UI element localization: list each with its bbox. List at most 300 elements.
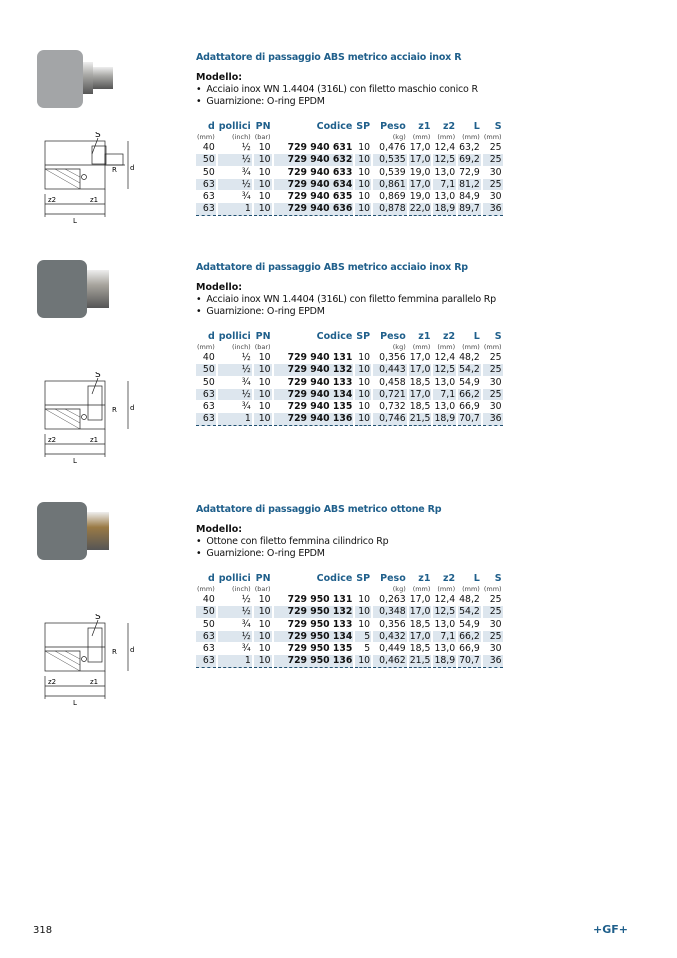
column-header: S <box>494 573 502 584</box>
cell-sp: 5 <box>355 631 371 642</box>
cell-peso: 0,356 <box>379 618 406 630</box>
label-z1: z1 <box>90 678 99 686</box>
column-unit: (mm) <box>197 585 215 593</box>
cell-sp: 10 <box>355 389 371 400</box>
cell-z2: 7,1 <box>433 631 456 642</box>
cell-pn: 10 <box>254 179 272 190</box>
cell-codice: 729 940 132 <box>274 364 354 375</box>
column-header: z1 <box>418 331 431 342</box>
dimensions-table <box>194 120 505 217</box>
cell-pn: 10 <box>254 655 272 667</box>
cell-s: 25 <box>489 594 502 605</box>
technical-drawing <box>40 132 140 227</box>
column-header: d <box>207 121 215 132</box>
cell-pn: 10 <box>258 401 271 413</box>
column-header: L <box>473 573 480 584</box>
column-header: PN <box>255 331 271 342</box>
cell-z1: 17,0 <box>409 154 431 166</box>
cell-l: 70,7 <box>459 655 480 667</box>
cell-codice: 729 950 134 <box>274 631 354 642</box>
table-row <box>196 594 503 605</box>
cell-z1: 21,5 <box>409 413 431 425</box>
cell-codice: 729 950 133 <box>287 618 353 630</box>
table-row <box>196 389 503 400</box>
cell-z2: 7,1 <box>433 389 456 400</box>
cell-d: 40 <box>202 352 215 363</box>
cell-pn: 10 <box>254 154 272 165</box>
cell-pollici: ½ <box>218 631 252 642</box>
technical-drawing <box>40 372 140 467</box>
cell-z1: 18,5 <box>409 401 431 413</box>
cell-pn: 10 <box>254 413 272 425</box>
cell-z1: 18,5 <box>409 376 431 388</box>
label-l: L <box>73 699 77 707</box>
cell-l: 69,2 <box>459 154 480 166</box>
column-header: SP <box>356 573 371 584</box>
cell-z1: 17,0 <box>409 352 431 363</box>
column-header: pollici <box>218 121 251 132</box>
label-r: R <box>112 166 117 174</box>
cell-codice: 729 950 136 <box>274 655 354 667</box>
cell-pollici: ½ <box>218 606 252 617</box>
column-header: Codice <box>316 331 353 342</box>
cell-d: 63 <box>202 191 215 203</box>
cell-peso: 0,476 <box>379 142 406 153</box>
table-row <box>196 154 503 165</box>
cell-s: 30 <box>489 191 502 203</box>
cell-d: 63 <box>196 203 216 215</box>
cell-pollici: ¾ <box>241 166 251 178</box>
cell-z1: 18,5 <box>409 618 431 630</box>
dimensions-table <box>194 330 505 427</box>
adapter-photo-icon <box>35 258 125 320</box>
spec-item: • Guarnizione: O-ring EPDM <box>196 548 388 560</box>
cell-pollici: 1 <box>218 655 252 667</box>
cell-s: 25 <box>483 179 503 190</box>
cell-sp: 5 <box>364 643 371 655</box>
column-unit: (mm) <box>483 343 502 351</box>
cell-sp: 10 <box>358 401 371 413</box>
cell-s: 36 <box>483 655 503 667</box>
cell-z2: 12,4 <box>434 594 456 605</box>
label-z1: z1 <box>90 196 99 204</box>
column-header: d <box>207 331 215 342</box>
cell-peso: 0,443 <box>373 364 407 375</box>
cell-sp: 10 <box>355 606 371 617</box>
cell-pollici: 1 <box>218 413 252 425</box>
cell-pollici: ¾ <box>241 376 251 388</box>
cell-l: 72,9 <box>459 166 480 178</box>
cell-pollici: ½ <box>241 594 251 605</box>
column-header: PN <box>255 573 271 584</box>
cell-pn: 10 <box>258 376 271 388</box>
column-unit: (mm) <box>462 133 480 141</box>
column-unit <box>355 585 371 593</box>
header-row <box>196 573 503 584</box>
cell-sp: 10 <box>355 655 371 667</box>
cell-peso: 0,732 <box>379 401 406 413</box>
cell-s: 25 <box>489 142 502 153</box>
column-unit <box>274 133 354 141</box>
column-header: PN <box>255 121 271 132</box>
table-row <box>196 643 503 654</box>
table-body <box>196 594 503 668</box>
column-unit: (mm) <box>412 133 431 141</box>
cell-d: 63 <box>196 389 216 400</box>
cell-pollici: ½ <box>218 389 252 400</box>
units-row <box>196 585 503 593</box>
label-d: d <box>130 404 135 412</box>
cell-z1: 17,0 <box>409 142 431 153</box>
table-row <box>196 413 503 425</box>
cell-pollici: ½ <box>218 364 252 375</box>
column-unit: (inch) <box>232 133 251 141</box>
column-unit: (mm) <box>412 585 431 593</box>
column-header: pollici <box>218 573 251 584</box>
table-head <box>196 573 503 593</box>
cell-s: 30 <box>489 166 502 178</box>
column-unit <box>355 133 371 141</box>
cell-pn: 10 <box>258 594 271 605</box>
cell-z2: 18,9 <box>434 655 456 667</box>
cell-codice: 729 940 634 <box>274 179 354 190</box>
label-z2: z2 <box>48 196 57 204</box>
cell-d: 50 <box>196 364 216 375</box>
cell-peso: 0,356 <box>379 352 406 363</box>
column-unit: (mm) <box>483 585 502 593</box>
cell-z2: 7,1 <box>433 179 456 190</box>
table-row <box>196 606 503 617</box>
model-label: Modello: <box>196 72 243 83</box>
cell-codice: 729 940 134 <box>274 389 354 400</box>
cell-peso: 0,458 <box>379 376 406 388</box>
table-row <box>196 203 503 215</box>
column-unit: (bar) <box>254 133 271 141</box>
cell-d: 50 <box>202 618 215 630</box>
cell-d: 63 <box>196 413 216 425</box>
cell-z2: 13,0 <box>434 618 456 630</box>
cell-sp: 10 <box>358 191 371 203</box>
cell-d: 63 <box>202 401 215 413</box>
cell-s: 30 <box>489 618 502 630</box>
cell-pollici: ¾ <box>241 643 251 655</box>
cell-z1: 19,0 <box>409 166 431 178</box>
cell-d: 50 <box>202 166 215 178</box>
column-unit: (mm) <box>462 585 480 593</box>
cell-s: 25 <box>483 364 503 375</box>
cell-codice: 729 940 636 <box>274 203 354 215</box>
cell-sp: 10 <box>355 154 371 165</box>
cell-peso: 0,721 <box>373 389 407 400</box>
label-l: L <box>73 217 77 225</box>
table-head <box>196 331 503 351</box>
product-photo <box>35 258 125 316</box>
cell-codice: 729 940 635 <box>287 191 353 203</box>
cell-pollici: ½ <box>218 179 252 190</box>
cell-sp: 10 <box>355 413 371 425</box>
cell-z2: 13,0 <box>434 376 456 388</box>
cell-sp: 10 <box>358 594 371 605</box>
units-row <box>196 133 503 141</box>
table-row <box>196 191 503 202</box>
cell-z2: 12,5 <box>434 606 456 618</box>
section-title: Adattatore di passaggio ABS metrico acciaio inox Rp <box>196 262 468 273</box>
cell-d: 50 <box>202 376 215 388</box>
cell-l: 54,9 <box>459 618 480 630</box>
cell-l: 54,2 <box>459 364 480 376</box>
column-unit: (mm) <box>197 133 215 141</box>
cell-z1: 19,0 <box>409 191 431 203</box>
column-header: L <box>473 331 480 342</box>
column-header: z1 <box>418 121 431 132</box>
cell-pollici: ½ <box>241 142 251 153</box>
adapter-photo-icon <box>35 500 125 562</box>
cell-pn: 10 <box>258 618 271 630</box>
cell-d: 40 <box>202 142 215 153</box>
table-row <box>196 377 503 388</box>
label-z1: z1 <box>90 436 99 444</box>
cell-codice: 729 950 131 <box>287 594 353 605</box>
spec-list <box>196 84 478 107</box>
label-r: R <box>112 648 117 656</box>
cross-section-icon <box>40 132 140 227</box>
cell-z1: 21,5 <box>409 655 431 667</box>
cell-z1: 17,0 <box>409 594 431 605</box>
cell-z2: 12,4 <box>434 142 456 153</box>
header-row <box>196 331 503 342</box>
column-unit: (bar) <box>254 585 271 593</box>
page-number: 318 <box>33 925 53 936</box>
label-z2: z2 <box>48 678 57 686</box>
product-section <box>0 504 677 734</box>
cell-s: 30 <box>489 401 502 413</box>
table-row <box>196 167 503 178</box>
spec-list <box>196 294 496 317</box>
spec-item: • Guarnizione: O-ring EPDM <box>196 96 478 108</box>
cell-codice: 729 940 633 <box>287 166 353 178</box>
cell-z2: 18,9 <box>434 413 456 425</box>
column-header: Peso <box>380 331 406 342</box>
cell-z2: 13,0 <box>434 643 456 655</box>
cell-codice: 729 940 632 <box>274 154 354 165</box>
label-s: S <box>95 132 101 140</box>
cell-pn: 10 <box>258 166 271 178</box>
column-header: SP <box>356 331 371 342</box>
cell-d: 63 <box>196 179 216 190</box>
cell-peso: 0,462 <box>373 655 407 667</box>
column-unit: (kg) <box>392 343 406 351</box>
cell-l: 63,2 <box>459 142 480 153</box>
column-unit <box>355 343 371 351</box>
cell-sp: 10 <box>355 179 371 190</box>
cell-pn: 10 <box>258 142 271 153</box>
column-unit: (mm) <box>462 343 480 351</box>
column-header: L <box>473 121 480 132</box>
cell-peso: 0,535 <box>373 154 407 165</box>
table-row <box>196 352 503 363</box>
column-unit <box>274 585 354 593</box>
column-unit: (mm) <box>483 133 502 141</box>
product-photo <box>35 48 125 106</box>
cell-pn: 10 <box>258 352 271 363</box>
cross-section-icon <box>40 614 140 709</box>
cell-sp: 10 <box>355 364 371 375</box>
cell-pn: 10 <box>254 203 272 215</box>
section-title: Adattatore di passaggio ABS metrico acciaio inox R <box>196 52 462 63</box>
column-header: pollici <box>218 331 251 342</box>
product-section <box>0 262 677 492</box>
cell-s: 30 <box>489 376 502 388</box>
label-d: d <box>130 646 135 654</box>
cell-z2: 13,0 <box>434 166 456 178</box>
cell-l: 66,2 <box>459 388 480 400</box>
cell-l: 54,9 <box>459 376 480 388</box>
table-body <box>196 142 503 216</box>
cell-s: 25 <box>483 606 503 617</box>
column-unit: (mm) <box>437 343 456 351</box>
cell-codice: 729 940 131 <box>287 352 353 363</box>
cell-codice: 729 940 136 <box>274 413 354 425</box>
spec-item: • Acciaio inox WN 1.4404 (316L) con filetto femmina parallelo Rp <box>196 294 496 306</box>
table-body <box>196 352 503 426</box>
header-row <box>196 121 503 132</box>
cell-l: 84,9 <box>459 191 480 203</box>
cell-codice: 729 950 132 <box>274 606 354 617</box>
label-l: L <box>73 457 77 465</box>
column-unit: (mm) <box>437 585 456 593</box>
cell-sp: 10 <box>355 203 371 215</box>
column-unit: (kg) <box>392 133 406 141</box>
cell-d: 63 <box>196 655 216 667</box>
cell-z1: 17,0 <box>409 606 431 618</box>
cell-l: 48,2 <box>459 594 480 605</box>
cell-pollici: ½ <box>218 154 252 165</box>
cell-peso: 0,449 <box>379 643 406 655</box>
cell-l: 66,9 <box>459 643 480 655</box>
cell-sp: 10 <box>358 352 371 363</box>
cell-s: 36 <box>483 203 503 215</box>
cell-z1: 17,0 <box>409 388 431 400</box>
column-header: Peso <box>380 121 406 132</box>
column-header: S <box>494 331 502 342</box>
cell-codice: 729 950 135 <box>287 643 353 655</box>
cell-pn: 10 <box>258 643 271 655</box>
column-header: S <box>494 121 502 132</box>
cell-sp: 10 <box>358 142 371 153</box>
cell-s: 36 <box>483 413 503 425</box>
cell-z1: 22,0 <box>409 203 431 215</box>
cell-codice: 729 940 133 <box>287 376 353 388</box>
cell-sp: 10 <box>358 166 371 178</box>
cell-z2: 12,5 <box>434 364 456 376</box>
units-row <box>196 343 503 351</box>
cell-pollici: ¾ <box>241 191 251 203</box>
cell-pollici: ¾ <box>241 401 251 413</box>
cell-s: 30 <box>489 643 502 655</box>
table-row <box>196 655 503 667</box>
cell-s: 25 <box>483 389 503 400</box>
cell-l: 66,9 <box>459 401 480 413</box>
cell-d: 50 <box>196 606 216 617</box>
product-photo <box>35 500 125 558</box>
column-header: z2 <box>443 331 456 342</box>
cell-z2: 12,5 <box>434 154 456 166</box>
cell-pollici: ½ <box>241 352 251 363</box>
model-label: Modello: <box>196 282 243 293</box>
cell-l: 66,2 <box>459 630 480 642</box>
cell-l: 81,2 <box>459 178 480 190</box>
column-header: z2 <box>443 121 456 132</box>
spec-list <box>196 536 388 559</box>
table-row <box>196 631 503 642</box>
column-unit: (mm) <box>412 343 431 351</box>
column-header: Peso <box>380 573 406 584</box>
cell-sp: 10 <box>358 618 371 630</box>
cell-z1: 17,0 <box>409 178 431 190</box>
cell-s: 25 <box>489 352 502 363</box>
table-row <box>196 142 503 153</box>
cell-codice: 729 940 135 <box>287 401 353 413</box>
table-row <box>196 401 503 412</box>
spec-item: • Acciaio inox WN 1.4404 (316L) con filetto maschio conico R <box>196 84 478 96</box>
cell-peso: 0,539 <box>379 166 406 178</box>
cell-d: 40 <box>202 594 215 605</box>
label-r: R <box>112 406 117 414</box>
cell-z2: 13,0 <box>434 191 456 203</box>
cell-l: 89,7 <box>459 203 480 215</box>
model-label: Modello: <box>196 524 243 535</box>
table-row <box>196 364 503 375</box>
cell-pn: 10 <box>254 606 272 617</box>
cell-pn: 10 <box>254 389 272 400</box>
cell-peso: 0,869 <box>379 191 406 203</box>
label-s: S <box>95 372 101 380</box>
label-s: S <box>95 614 101 622</box>
column-unit <box>274 343 354 351</box>
cell-peso: 0,348 <box>373 606 407 617</box>
column-unit: (mm) <box>437 133 456 141</box>
column-unit: (mm) <box>197 343 215 351</box>
cell-pollici: ¾ <box>241 618 251 630</box>
column-unit: (bar) <box>254 343 271 351</box>
cell-peso: 0,861 <box>373 179 407 190</box>
technical-drawing <box>40 614 140 709</box>
spec-item: • Ottone con filetto femmina cilindrico Rp <box>196 536 388 548</box>
table-row <box>196 179 503 190</box>
cell-z1: 17,0 <box>409 364 431 376</box>
cell-peso: 0,432 <box>373 631 407 642</box>
spec-item: • Guarnizione: O-ring EPDM <box>196 306 496 318</box>
cell-s: 25 <box>483 154 503 165</box>
column-header: SP <box>356 121 371 132</box>
cell-pollici: 1 <box>218 203 252 215</box>
cross-section-icon <box>40 372 140 467</box>
label-z2: z2 <box>48 436 57 444</box>
gf-logo: +GF+ <box>593 923 628 936</box>
cell-z1: 17,0 <box>409 630 431 642</box>
cell-z2: 12,4 <box>434 352 456 363</box>
column-header: d <box>207 573 215 584</box>
cell-pn: 10 <box>254 631 272 642</box>
label-d: d <box>130 164 135 172</box>
column-unit: (inch) <box>232 343 251 351</box>
cell-pn: 10 <box>254 364 272 375</box>
cell-z2: 18,9 <box>434 203 456 215</box>
section-title: Adattatore di passaggio ABS metrico ottone Rp <box>196 504 442 515</box>
cell-peso: 0,263 <box>379 594 406 605</box>
cell-l: 54,2 <box>459 606 480 618</box>
cell-peso: 0,746 <box>373 413 407 425</box>
